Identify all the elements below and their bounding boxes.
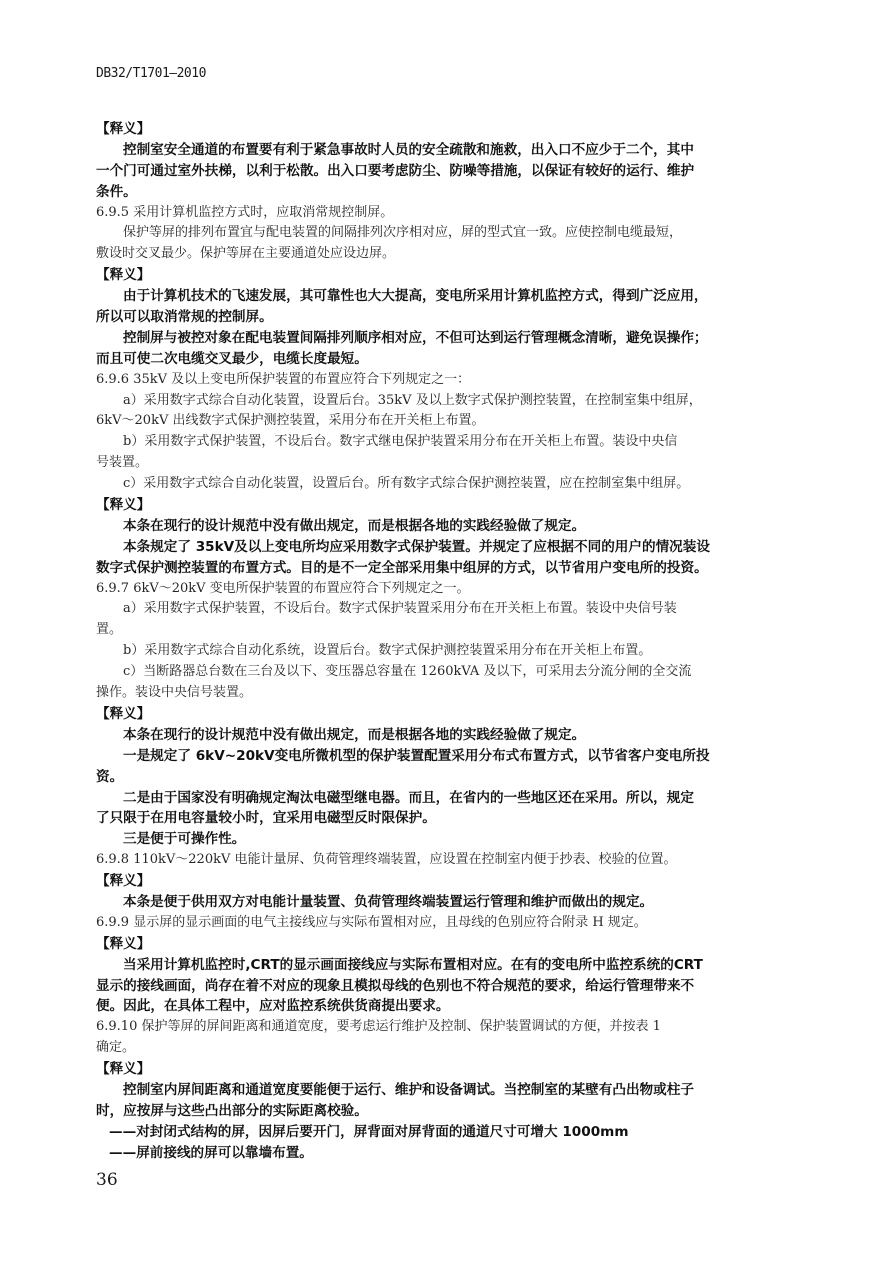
explanation-line: 由于计算机技术的飞速发展，其可靠性也大大提高，变电所采用计算机监控方式，得到广泛应用， (123, 288, 708, 305)
section-heading: 【释义】 (96, 497, 151, 514)
clause-line: b）采用数字式保护装置，不设后台。数字式继电保护装置采用分布在开关柜上布置。装设中央信 (123, 434, 678, 450)
explanation-line: 时，应按屏与这些凸出部分的实际距离校验。 (96, 1102, 368, 1119)
explanation-line: 资。 (96, 768, 124, 785)
document-code: DB32/T1701—2010 (96, 66, 206, 81)
clause-line: 6kV～20kV 出线数字式保护测控装置，采用分布在开关柜上布置。 (96, 413, 485, 429)
explanation-line: 控制屏与被控对象在配电装置间隔排列顺序相对应，不但可达到运行管理概念清晰，避免误操作； (123, 329, 708, 346)
clause-line: 6.9.8 110kV～220kV 电能计量屏、负荷管理终端装置，应设置在控制室内便于抄表、校验的位置。 (96, 852, 677, 868)
clause-line: c）采用数字式综合自动化装置，设置后台。所有数字式综合保护测控装置，应在控制室集中组屏。 (123, 476, 690, 492)
section-heading: 【释义】 (96, 705, 151, 722)
explanation-line: ——屏前接线的屏可以靠墙布置。 (109, 1144, 313, 1161)
explanation-line: 控制室安全通道的布置要有利于紧急事故时人员的安全疏散和施救，出入口不应少于二个，其中 (123, 141, 694, 158)
explanation-line: 本条是便于供用双方对电能计量装置、负荷管理终端装置运行管理和维护而做出的规定。 (123, 893, 654, 910)
clause-line: 敷设时交叉最少。保护等屏在主要通道处应设边屏。 (96, 246, 396, 262)
explanation-line: 便。因此，在具体工程中，应对监控系统供货商提出要求。 (96, 998, 450, 1015)
clause-line: 6.9.6 35kV 及以上变电所保护装置的布置应符合下列规定之一： (96, 371, 471, 387)
explanation-line: 所以可以取消常规的控制屏。 (96, 309, 273, 326)
explanation-line: 显示的接线画面，尚存在着不对应的现象且模拟母线的色别也不符合规范的要求，给运行管理带来不 (96, 977, 695, 994)
clause-line: 6.9.9 显示屏的显示画面的电气主接线应与实际布置相对应，且母线的色别应符合附录 H 规定。 (96, 914, 647, 930)
explanation-line: 三是便于可操作性。 (123, 831, 246, 848)
section-heading: 【释义】 (96, 267, 151, 284)
section-heading: 【释义】 (96, 873, 151, 890)
clause-line: a）采用数字式保护装置，不设后台。数字式保护装置采用分布在开关柜上布置。装设中央信号装 (123, 601, 677, 617)
clause-line: 确定。 (96, 1040, 136, 1056)
clause-line: c）当断路器总台数在三台及以下、变压器总容量在 1260kVA 及以下，可采用去分流分闸的全交流 (123, 664, 692, 680)
explanation-line: 一个门可通过室外扶梯，以利于松散。出入口要考虑防尘、防噪等措施，以保证有较好的运行、维护 (96, 162, 695, 179)
page-number: 36 (96, 1170, 118, 1190)
section-heading: 【释义】 (96, 121, 151, 137)
explanation-line: 本条在现行的设计规范中没有做出规定，而是根据各地的实践经验做了规定。 (123, 726, 586, 743)
explanation-line: 二是由于国家没有明确规定淘汰电磁型继电器。而且，在省内的一些地区还在采用。所以，规定 (123, 789, 694, 806)
explanation-line: 本条在现行的设计规范中没有做出规定，而是根据各地的实践经验做了规定。 (123, 517, 586, 534)
explanation-line: 一是规定了 6kV~20kV变电所微机型的保护装置配置采用分布式布置方式，以节省客户变电所投 (123, 747, 710, 764)
section-heading: 【释义】 (96, 935, 151, 952)
clause-line: 保护等屏的排列布置宜与配电装置的间隔排列次序相对应，屏的型式宜一致。应使控制电缆最短， (123, 225, 683, 241)
explanation-line: 控制室内屏间距离和通道宽度要能便于运行、维护和设备调试。当控制室的某壁有凸出物或柱子 (123, 1081, 694, 1098)
explanation-line: 数字式保护测控装置的布置方式。目的是不一定全部采用集中组屏的方式，以节省用户变电所的投资。 (96, 559, 708, 576)
clause-line: b）采用数字式综合自动化系统，设置后台。数字式保护测控装置采用分布在开关柜上布置。 (123, 643, 652, 659)
document-body (96, 119, 798, 1164)
explanation-line: 条件。 (96, 183, 137, 200)
clause-line: a）采用数字式综合自动化装置，设置后台。35kV 及以上数字式保护测控装置，在控制室集中组屏， (123, 392, 702, 408)
clause-line: 6.9.7 6kV～20kV 变电所保护装置的布置应符合下列规定之一。 (96, 580, 470, 596)
clause-line: 6.9.10 保护等屏的屏间距离和通道宽度，要考虑运行维护及控制、保护装置调试的方便，并按表 1 (96, 1019, 661, 1035)
explanation-line: 本条规定了 35kV及以上变电所均应采用数字式保护装置。并规定了应根据不同的用户的情况装设 (123, 538, 710, 555)
explanation-line: 了只限于在用电容量较小时，宜采用电磁型反时限保护。 (96, 810, 436, 827)
explanation-line: ——对封闭式结构的屏，因屏后要开门，屏背面对屏背面的通道尺寸可增大 1000mm (109, 1123, 629, 1140)
clause-line: 号装置。 (96, 455, 149, 471)
explanation-line: 当采用计算机监控时,CRT的显示画面接线应与实际布置相对应。在有的变电所中监控系统的CRT (123, 956, 703, 973)
clause-line: 操作。装设中央信号装置。 (96, 685, 253, 701)
clause-line: 6.9.5 采用计算机监控方式时，应取消常规控制屏。 (96, 204, 394, 220)
explanation-line: 而且可使二次电缆交叉最少，电缆长度最短。 (96, 350, 368, 367)
clause-line: 置。 (96, 622, 123, 638)
section-heading: 【释义】 (96, 1061, 151, 1078)
